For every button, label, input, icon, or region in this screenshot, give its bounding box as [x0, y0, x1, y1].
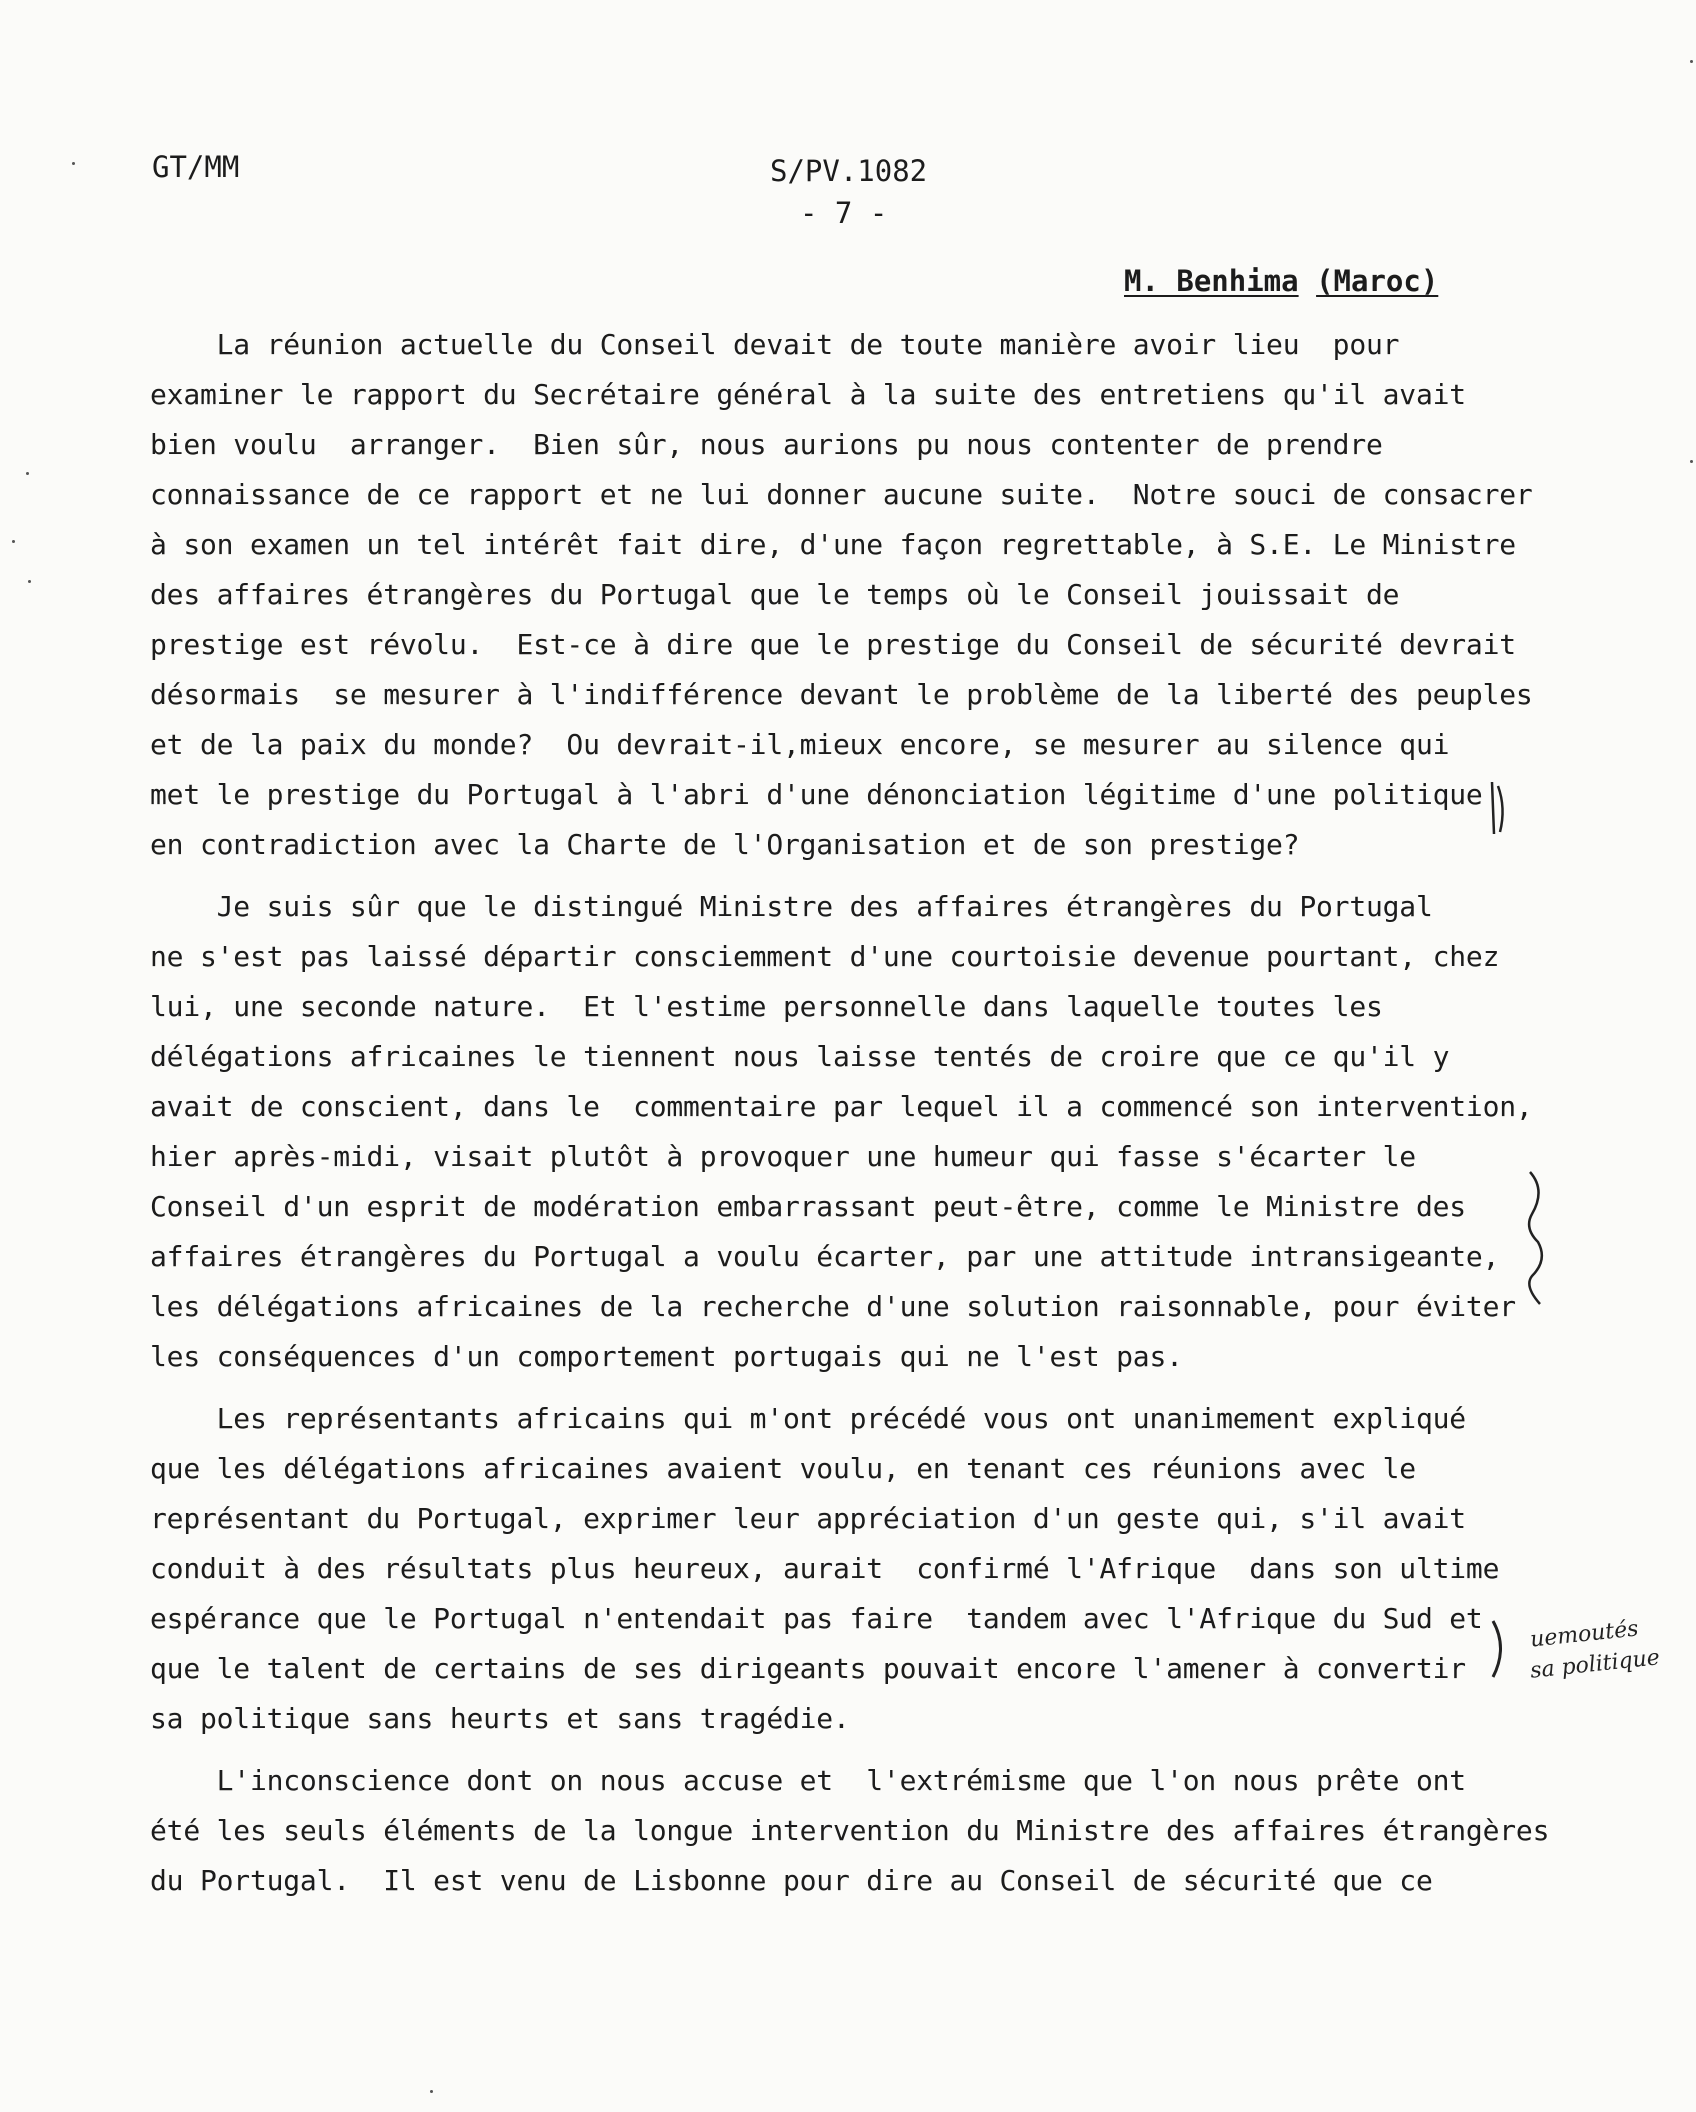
paragraph-2 [150, 882, 1570, 1382]
document-symbol: S/PV.1082 [770, 154, 928, 188]
scan-speck [1690, 460, 1693, 463]
margin-paren-mark [1488, 1618, 1508, 1680]
scan-speck [72, 162, 75, 165]
text-line: à son examen un tel intérêt fait dire, d'une façon regrettable, à S.E. Le Ministre [150, 528, 1516, 561]
text-line: été les seuls éléments de la longue intervention du Ministre des affaires étrangères [150, 1814, 1550, 1847]
text-line: les conséquences d'un comportement portugais qui ne l'est pas. [150, 1340, 1183, 1373]
typist-code: GT/MM [152, 150, 240, 184]
text-line: examiner le rapport du Secrétaire général à la suite des entretiens qu'il avait [150, 378, 1466, 411]
text-line: que les délégations africaines avaient voulu, en tenant ces réunions avec le [150, 1452, 1416, 1485]
text-line: prestige est révolu. Est-ce à dire que le prestige du Conseil de sécurité devrait [150, 628, 1516, 661]
text-line: hier après-midi, visait plutôt à provoquer une humeur qui fasse s'écarter le [150, 1140, 1416, 1173]
text-line: L'inconscience dont on nous accuse et l'extrémisme que l'on nous prête ont [150, 1764, 1466, 1797]
speaker-country: (Maroc) [1316, 264, 1439, 298]
text-line: les délégations africaines de la recherche d'une solution raisonnable, pour éviter [150, 1290, 1516, 1323]
paragraph-3 [150, 1394, 1570, 1744]
margin-bracket-mark [1488, 778, 1512, 838]
text-line: délégations africaines le tiennent nous laisse tentés de croire que ce qu'il y [150, 1040, 1450, 1073]
scan-speck [1690, 60, 1693, 63]
text-line: avait de conscient, dans le commentaire par lequel il a commencé son intervention, [150, 1090, 1533, 1123]
text-line: Les représentants africains qui m'ont précédé vous ont unanimement expliqué [150, 1402, 1466, 1435]
text-line: que le talent de certains de ses dirigeants pouvait encore l'amener à convertir [150, 1652, 1466, 1685]
margin-brace-mark [1520, 1168, 1550, 1308]
text-line: représentant du Portugal, exprimer leur appréciation d'un geste qui, s'il avait [150, 1502, 1466, 1535]
text-line: en contradiction avec la Charte de l'Organisation et de son prestige? [150, 828, 1300, 861]
text-line: bien voulu arranger. Bien sûr, nous aurions pu nous contenter de prendre [150, 428, 1383, 461]
page-number: - 7 - [800, 196, 888, 230]
speaker-name: M. Benhima [1124, 264, 1299, 298]
scan-speck [28, 580, 31, 583]
text-line: Conseil d'un esprit de modération embarrassant peut-être, comme le Ministre des [150, 1190, 1466, 1223]
text-line: ne s'est pas laissé départir consciemment d'une courtoisie devenue pourtant, chez [150, 940, 1500, 973]
text-line: Je suis sûr que le distingué Ministre des affaires étrangères du Portugal [150, 890, 1433, 923]
handwritten-note-line-1: uemoutés [1528, 1616, 1640, 1653]
text-line: affaires étrangères du Portugal a voulu écarter, par une attitude intransigeante, [150, 1240, 1500, 1273]
speaker-attribution [1124, 264, 1438, 298]
scan-speck [430, 2090, 433, 2093]
text-line: et de la paix du monde? Ou devrait-il,mieux encore, se mesurer au silence qui [150, 728, 1450, 761]
text-line: connaissance de ce rapport et ne lui donner aucune suite. Notre souci de consacrer [150, 478, 1533, 511]
scan-speck [12, 540, 15, 543]
text-line: met le prestige du Portugal à l'abri d'une dénonciation légitime d'une politique [150, 778, 1483, 811]
text-line: conduit à des résultats plus heureux, aurait confirmé l'Afrique dans son ultime [150, 1552, 1500, 1585]
paragraph-4 [150, 1756, 1570, 1906]
text-line: désormais se mesurer à l'indifférence devant le problème de la liberté des peuples [150, 678, 1533, 711]
text-line: des affaires étrangères du Portugal que le temps où le Conseil jouissait de [150, 578, 1400, 611]
text-line: lui, une seconde nature. Et l'estime personnelle dans laquelle toutes les [150, 990, 1383, 1023]
text-line: espérance que le Portugal n'entendait pas faire tandem avec l'Afrique du Sud et [150, 1602, 1483, 1635]
handwritten-note-line-2: sa politique [1529, 1645, 1661, 1684]
text-line: La réunion actuelle du Conseil devait de toute manière avoir lieu pour [150, 328, 1400, 361]
paragraph-1 [150, 320, 1570, 870]
document-body [150, 320, 1570, 1918]
scan-speck [26, 472, 29, 475]
text-line: sa politique sans heurts et sans tragédie. [150, 1702, 850, 1735]
text-line: du Portugal. Il est venu de Lisbonne pour dire au Conseil de sécurité que ce [150, 1864, 1433, 1897]
